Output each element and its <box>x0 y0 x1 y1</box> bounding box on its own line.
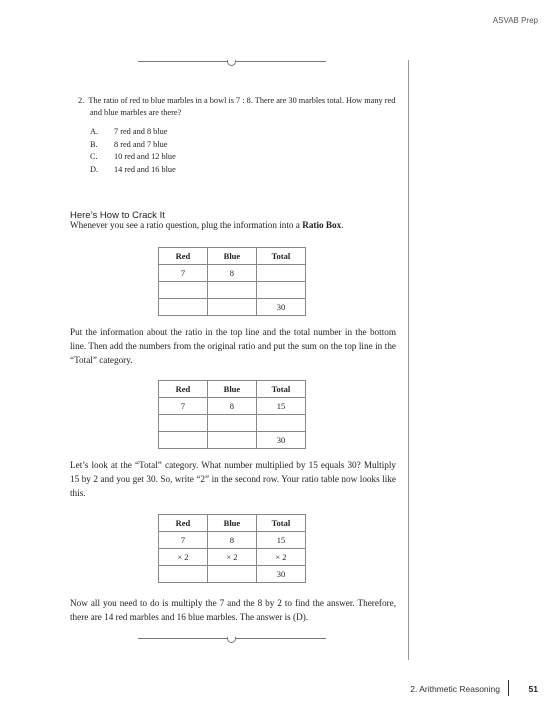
choice-c <box>90 151 398 164</box>
header-blue: Blue <box>207 248 256 265</box>
table-cell: 7 <box>159 265 208 282</box>
footer-divider <box>508 680 509 696</box>
choice-d <box>90 164 398 177</box>
table-row <box>159 265 306 282</box>
choice-letter: C. <box>90 152 98 161</box>
explanation-paragraph-3: Let’s look at the “Total” category. What number multiplied by 15 equals 30? Multiply 15 by 2 and you get 30. So, write “2” in the second row. Your ratio table now looks like this. <box>70 460 396 498</box>
table-row <box>159 432 306 449</box>
table-header-row <box>159 248 306 265</box>
choice-letter: A. <box>90 127 99 136</box>
question-block <box>78 95 398 176</box>
header-total: Total <box>256 381 305 398</box>
header-blue: Blue <box>207 381 256 398</box>
footer-chapter: 2. Arithmetic Reasoning <box>410 684 500 694</box>
table-cell: 8 <box>207 398 256 415</box>
running-head: ASVAB Prep <box>492 16 538 25</box>
ratio-table-2 <box>158 380 306 449</box>
table-cell <box>207 432 256 449</box>
table-row <box>159 398 306 415</box>
table-row <box>159 532 306 549</box>
choice-letter: B. <box>90 139 98 149</box>
answer-choices <box>90 126 398 176</box>
table-cell: × 2 <box>256 549 305 566</box>
choice-text: 8 red and 7 blue <box>114 139 168 149</box>
choice-a <box>90 126 398 139</box>
separator-ornament <box>227 60 236 66</box>
page-number: 51 <box>528 684 538 694</box>
table-cell <box>207 415 256 432</box>
table-cell <box>159 415 208 432</box>
header-red: Red <box>159 248 208 265</box>
table-cell: × 2 <box>159 549 208 566</box>
table-cell: 15 <box>256 398 305 415</box>
table-cell <box>207 566 256 583</box>
bottom-separator <box>138 637 326 645</box>
intro-paragraph <box>70 218 396 232</box>
table-cell: 30 <box>256 299 305 316</box>
explanation-paragraph-4: Now all you need to do is multiply the 7 and the 8 by 2 to find the answer. Therefore, there are 14 red marbles and 16 blue marbles. The answer is (D). <box>70 598 396 622</box>
table-cell <box>159 432 208 449</box>
table-cell <box>256 415 305 432</box>
choice-text: 14 red and 16 blue <box>114 164 176 174</box>
table-cell: 8 <box>207 532 256 549</box>
table-row <box>159 282 306 299</box>
choice-b <box>90 139 398 152</box>
header-blue: Blue <box>207 515 256 532</box>
ratio-table-1 <box>158 247 306 316</box>
table-row <box>159 566 306 583</box>
table-cell <box>207 299 256 316</box>
table-cell <box>159 282 208 299</box>
intro-text: Whenever you see a ratio question, plug the information into a <box>70 220 303 230</box>
header-total: Total <box>256 248 305 265</box>
question-text: 2. The ratio of red to blue marbles in a bowl is 7 : 8. There are 30 marbles total. How many red and blue marbles are there? <box>78 96 396 117</box>
choice-letter: D. <box>90 164 99 174</box>
table-header-row <box>159 515 306 532</box>
table-cell <box>256 282 305 299</box>
table-cell: 7 <box>159 532 208 549</box>
table-row <box>159 299 306 316</box>
table-cell: 15 <box>256 532 305 549</box>
table-cell <box>207 282 256 299</box>
table-cell: × 2 <box>207 549 256 566</box>
choice-text: 7 red and 8 blue <box>114 127 168 136</box>
table-row <box>159 415 306 432</box>
header-red: Red <box>159 515 208 532</box>
explanation-paragraph-2: Put the information about the ratio in the top line and the total number in the bottom line. Then add the numbers from the original ratio and put the sum on the top line in the “Total” category. <box>70 327 396 365</box>
table-header-row <box>159 381 306 398</box>
table-row <box>159 549 306 566</box>
table-cell <box>256 265 305 282</box>
table-cell: 7 <box>159 398 208 415</box>
table-cell: 30 <box>256 566 305 583</box>
table-cell: 30 <box>256 432 305 449</box>
top-separator <box>138 60 326 68</box>
header-total: Total <box>256 515 305 532</box>
header-red: Red <box>159 381 208 398</box>
crack-heading: Here’s How to Crack It <box>70 210 165 221</box>
table-cell: 8 <box>207 265 256 282</box>
ratio-box-term: Ratio Box <box>302 220 342 230</box>
separator-ornament <box>227 637 236 643</box>
intro-end: . <box>341 220 344 230</box>
choice-text: 10 red and 12 blue <box>114 152 176 161</box>
table-cell <box>159 299 208 316</box>
ratio-table-3 <box>158 514 306 583</box>
sidebar-rule <box>408 60 409 660</box>
table-cell <box>159 566 208 583</box>
